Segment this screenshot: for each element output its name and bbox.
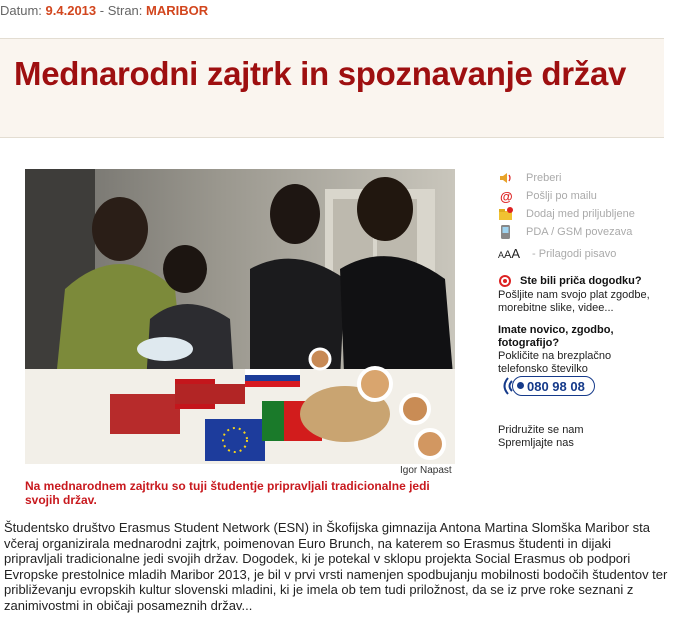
tool-read-label: Preberi [526, 172, 562, 184]
article-photo [25, 169, 455, 464]
tool-font-size-label: - Prilagodi pisavo [532, 248, 617, 260]
tool-email[interactable] [498, 188, 668, 204]
join-link[interactable]: Pridružite se nam [498, 424, 584, 436]
tool-pda[interactable] [498, 224, 668, 240]
tool-email-label: Pošlji po mailu [526, 190, 597, 202]
tool-pda-label: PDA / GSM povezava [526, 226, 633, 238]
phone-dot [517, 382, 524, 389]
font-size-glyphs: AAA [498, 246, 521, 261]
article-title: Mednarodni zajtrk in spoznavanje držav [14, 55, 627, 92]
page-value: MARIBOR [146, 3, 209, 18]
tool-favorites[interactable] [498, 206, 668, 222]
follow-link[interactable]: Spremljajte nas [498, 437, 574, 449]
tool-favorites-label: Dodaj med priljubljene [526, 208, 635, 220]
promo-story-title: Ste bili priča dogodku? [520, 275, 642, 287]
tool-font-size[interactable] [498, 246, 668, 262]
svg-text:@: @ [500, 189, 513, 204]
font-size-label-text: Prilagodi pisavo [538, 248, 617, 260]
favorites-folder-icon [498, 206, 514, 222]
photo-credit: Igor Napast [400, 465, 452, 476]
phone-number: 080 98 08 [527, 379, 585, 394]
article-meta [0, 3, 208, 18]
photo-caption: Na mednarodnem zajtrku so tuji študentje pripravljali tradicionalne jedi svojih držav. [25, 479, 430, 507]
tool-read[interactable] [498, 170, 668, 186]
promo-news[interactable] [498, 324, 648, 376]
promo-news-text: Pokličite na brezplačno telefonsko številko [498, 350, 612, 375]
date-value: 9.4.2013 [45, 3, 97, 18]
follow-links [498, 424, 584, 450]
meta-separator: - [96, 3, 108, 18]
mobile-device-icon [498, 224, 514, 240]
phone-pill [512, 376, 595, 396]
article-body: Študentsko društvo Erasmus Student Network (ESN) in Škofijska gimnazija Antona Martina Slomška Maribor sta včeraj organizirala mednarodni zajtrk, poimenovan Euro Brunch, na katerem so Erasmus študenti in dijaki pripravljali tradicionalne jedi svojih držav. Dogodek, ki je potekal v sklopu projekta Social Erasmus ob podpori Evropske prestolnice mladih Maribor 2013, je bil v prvi vrsti namenjen spodbujanju mobilnosti bodočih študentov ter približevanju evropskih kultur slovenski mladini, ki je imela ob tem tudi priložnost, da se iz prve roke seznani z zanimivostmi in običaji posameznih držav... [4, 520, 668, 613]
title-box [0, 38, 664, 138]
promo-news-title: Imate novico, zgodbo, fotografijo? [498, 324, 614, 349]
date-label: Datum: [0, 3, 42, 18]
phone-badge[interactable] [498, 374, 596, 398]
email-at-icon [498, 188, 514, 204]
promo-story-text: Pošljite nam svojo plat zgodbe, morebitne slike, videe... [498, 289, 650, 314]
page-label: Stran: [107, 3, 143, 18]
speaker-icon [498, 170, 514, 186]
photo-illustration [25, 169, 455, 464]
